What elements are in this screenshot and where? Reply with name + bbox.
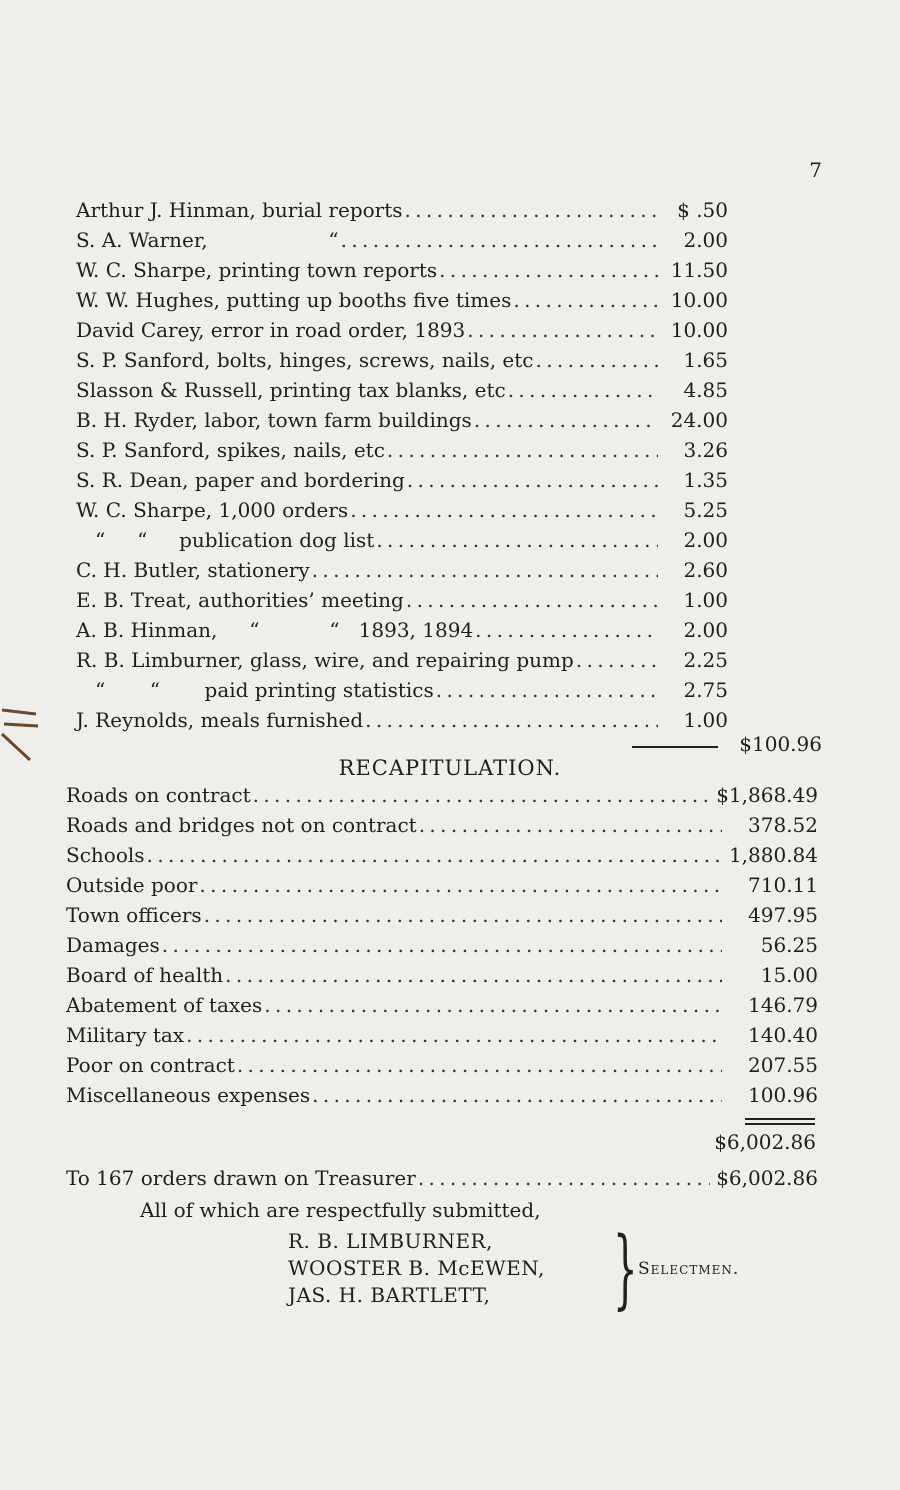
recap-label: Schools [66,843,145,867]
items-amount: 1.00 [683,588,728,612]
dot-leader [536,345,659,375]
recap-row [66,780,818,810]
items-label: W. W. Hughes, putting up booths five times [76,288,512,312]
orders-amount: $6,002.86 [716,1166,818,1190]
items-amount: 10.00 [670,288,728,312]
recap-row [66,810,818,840]
page-number: 7 [809,158,822,182]
recap-row [66,900,818,930]
dot-leader [147,840,722,870]
items-amount: $ .50 [677,198,728,222]
items-row [76,645,728,675]
recap-amount: 378.52 [748,813,818,837]
signer-name: WOOSTER B. McEWEN, [288,1256,545,1280]
items-row [76,495,728,525]
recap-amount: 497.95 [748,903,818,927]
items-label: S. P. Sanford, spikes, nails, etc [76,438,385,462]
items-label: A. B. Hinman, “ “ 1893, 1894 [76,618,474,642]
items-label: C. H. Butler, stationery [76,558,310,582]
dot-leader [237,1050,722,1080]
submitted-statement: All of which are respectfully submitted, [140,1198,541,1222]
items-row [76,345,728,375]
items-row [76,705,728,735]
dot-leader [439,255,658,285]
recap-row [66,990,818,1020]
dot-leader [387,435,658,465]
dot-leader [225,960,722,990]
dot-leader [376,525,658,555]
signer-name: R. B. LIMBURNER, [288,1229,493,1253]
orders-row [66,1163,818,1193]
items-row [76,225,728,255]
dot-leader [341,225,658,255]
items-row [76,615,728,645]
items-row [76,555,728,585]
items-amount: 24.00 [670,408,728,432]
recap-amount: 100.96 [748,1083,818,1107]
items-row [76,465,728,495]
items-row [76,435,728,465]
recap-row [66,960,818,990]
items-total: $100.96 [739,732,822,756]
dot-leader [405,195,658,225]
items-label: J. Reynolds, meals furnished [76,708,364,732]
recap-label: Board of health [66,963,224,987]
recap-amount: 207.55 [748,1053,818,1077]
dot-leader [513,285,658,315]
items-label: R. B. Limburner, glass, wire, and repairing pump [76,648,574,672]
items-label: “ “ paid printing statistics [76,678,434,702]
dot-leader [407,465,658,495]
dot-leader [204,900,722,930]
dot-leader [365,705,658,735]
dot-leader [312,555,658,585]
items-row [76,525,728,555]
items-row [76,405,728,435]
recap-amount: 15.00 [760,963,818,987]
dot-leader [162,930,722,960]
items-label: “ “ publication dog list [76,528,375,552]
brace-mark: } [613,1219,638,1319]
dot-leader [350,495,658,525]
recapitulation-heading: RECAPITULATION. [338,756,562,780]
items-label: E. B. Treat, authorities’ meeting [76,588,404,612]
recap-label: Poor on contract [66,1053,235,1077]
dot-leader [508,375,658,405]
recap-row [66,1080,818,1110]
items-amount: 2.00 [683,618,728,642]
recap-label: Outside poor [66,873,198,897]
dot-leader [475,615,658,645]
items-amount: 5.25 [683,498,728,522]
items-amount: 10.00 [670,318,728,342]
total-rule [745,1118,815,1120]
items-label: Arthur J. Hinman, burial reports [76,198,403,222]
recap-row [66,930,818,960]
items-amount: 4.85 [683,378,728,402]
items-row [76,285,728,315]
items-label: B. H. Ryder, labor, town farm buildings [76,408,472,432]
recap-amount: $1,868.49 [716,783,818,807]
recap-amount: 146.79 [748,993,818,1017]
items-label: S. R. Dean, paper and bordering [76,468,405,492]
items-label: Slasson & Russell, printing tax blanks, etc [76,378,506,402]
recap-label: Town officers [66,903,202,927]
dot-leader [419,810,722,840]
items-amount: 3.26 [683,438,728,462]
items-amount: 2.75 [683,678,728,702]
recap-row [66,1050,818,1080]
items-amount: 11.50 [670,258,728,282]
items-amount: 2.60 [683,558,728,582]
signer-role: Selectmen. [638,1259,740,1279]
expense-items-list [76,195,728,735]
items-amount: 2.00 [683,528,728,552]
items-row [76,255,728,285]
items-row [76,675,728,705]
orders-line [66,1163,818,1193]
recap-label: Miscellaneous expenses [66,1083,311,1107]
subtotal-rule [632,746,718,748]
total-rule-double [745,1123,815,1125]
recap-amount: 140.40 [748,1023,818,1047]
recapitulation-list [66,780,818,1110]
dot-leader [264,990,722,1020]
items-amount: 2.00 [683,228,728,252]
items-amount: 1.35 [683,468,728,492]
items-row [76,375,728,405]
recap-amount: 56.25 [760,933,818,957]
items-label: David Carey, error in road order, 1893 [76,318,466,342]
recap-label: Abatement of taxes [66,993,263,1017]
dot-leader [576,645,658,675]
recap-label: Military tax [66,1023,185,1047]
recap-row [66,840,818,870]
items-label: W. C. Sharpe, printing town reports [76,258,438,282]
dot-leader [418,1163,710,1193]
dot-leader [186,1020,722,1050]
dot-leader [312,1080,722,1110]
recap-label: Roads and bridges not on contract [66,813,417,837]
dot-leader [467,315,658,345]
dot-leader [406,585,658,615]
items-row [76,585,728,615]
items-amount: 1.65 [683,348,728,372]
recap-amount: 1,880.84 [728,843,818,867]
items-row [76,315,728,345]
recap-label: Damages [66,933,160,957]
items-label: S. A. Warner, “ [76,228,339,252]
recap-total: $6,002.86 [714,1130,816,1154]
items-amount: 2.25 [683,648,728,672]
items-label: S. P. Sanford, bolts, hinges, screws, nails, etc [76,348,534,372]
signer-name: JAS. H. BARTLETT, [288,1283,491,1307]
orders-label: To 167 orders drawn on Treasurer [66,1166,416,1190]
items-amount: 1.00 [683,708,728,732]
items-row [76,195,728,225]
dot-leader [199,870,722,900]
recap-amount: 710.11 [748,873,818,897]
signers-block [288,1228,545,1309]
dot-leader [436,675,658,705]
items-label: W. C. Sharpe, 1,000 orders [76,498,349,522]
recap-label: Roads on contract [66,783,251,807]
recap-row [66,1020,818,1050]
recap-row [66,870,818,900]
dot-leader [474,405,658,435]
dot-leader [253,780,711,810]
